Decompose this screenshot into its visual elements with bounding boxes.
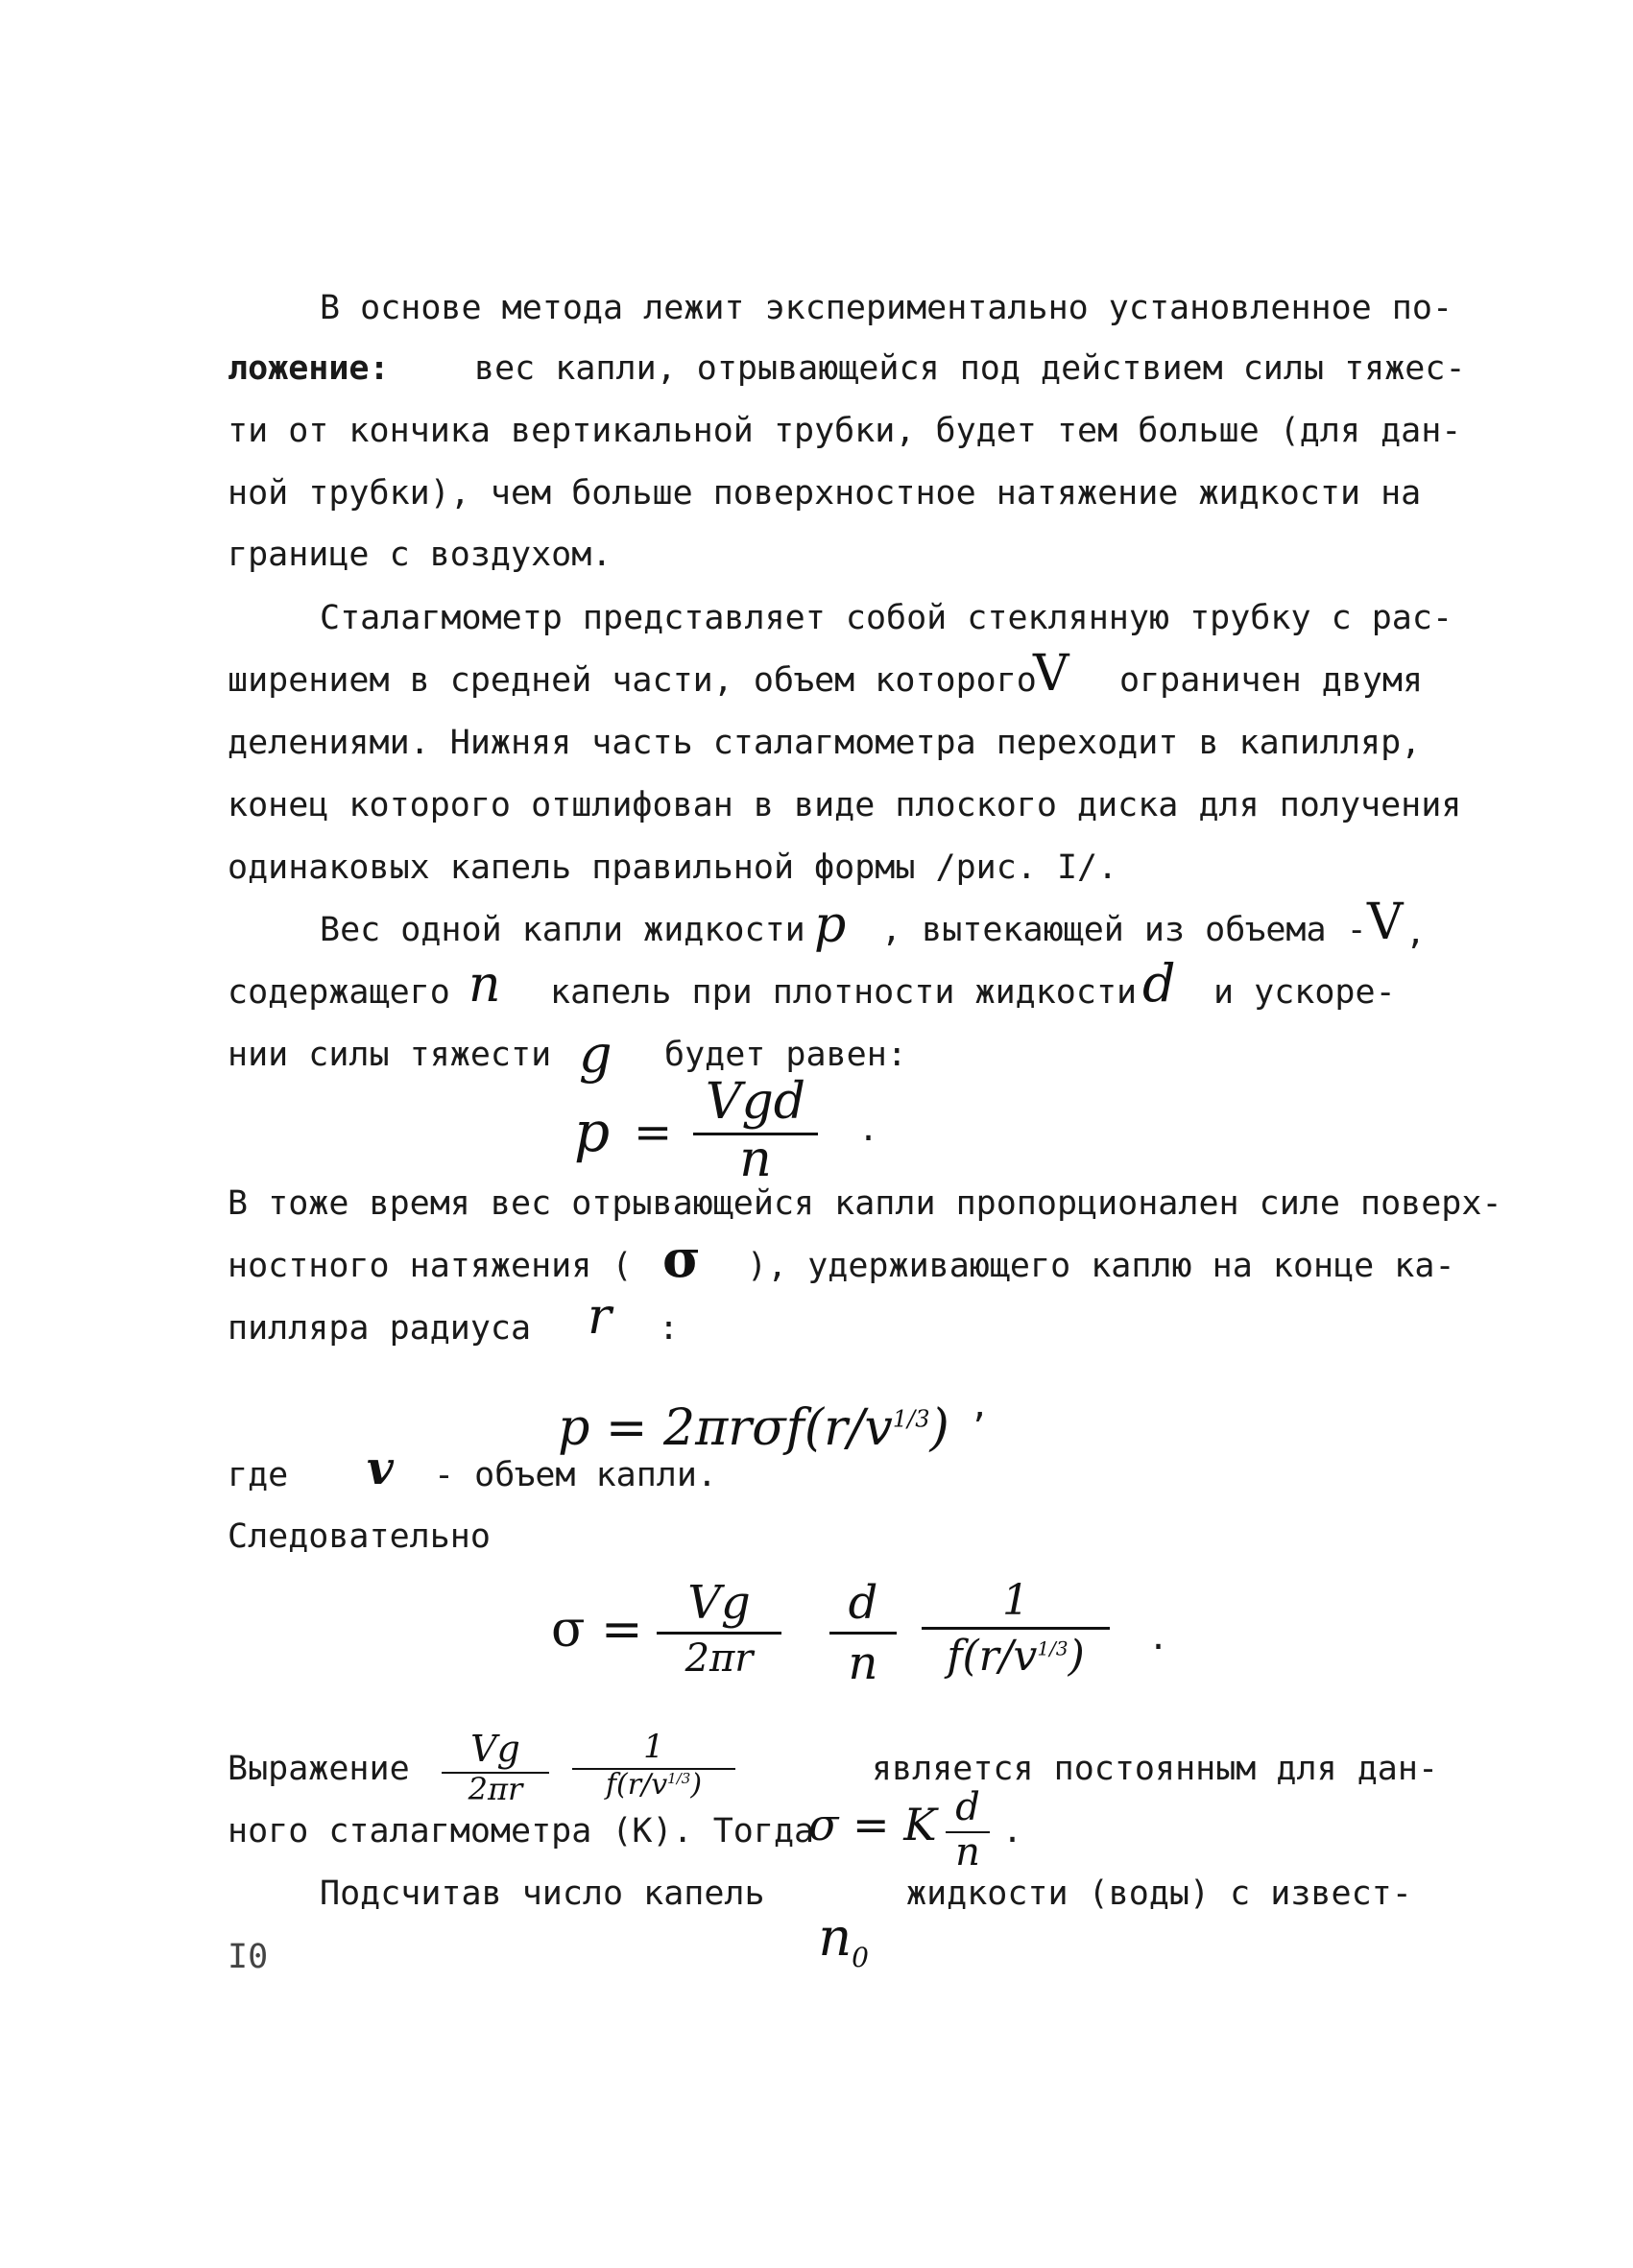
formula3-f2-denominator: n <box>848 1636 878 1690</box>
formula3-f3-den-body: f(r/v <box>947 1632 1038 1681</box>
p3-var-g: g <box>579 1024 612 1085</box>
p4-line3-end: : <box>659 1309 680 1348</box>
p4-var-sigma: σ <box>662 1228 701 1289</box>
last-var-n-letter: n <box>818 1907 853 1968</box>
last-start: Подсчитав число капель <box>320 1874 765 1913</box>
p2-line2-end: ограничен двумя <box>1119 661 1424 700</box>
formula3-f1-denominator: 2πr <box>684 1636 754 1681</box>
formula3-f3-den-close: ) <box>1068 1632 1085 1681</box>
p3-line2-start: содержащего <box>228 973 450 1012</box>
formula3-f1-bar <box>657 1632 781 1635</box>
expr-f2-den-body: f(r/v <box>605 1768 668 1802</box>
expr-f2-numerator: 1 <box>643 1728 664 1766</box>
const-frac-numerator: d <box>955 1785 980 1829</box>
p1-line3: ти от кончика вертикальной трубки, будет тем больше (для дан- <box>228 412 1462 450</box>
formula3-f3-bar <box>922 1627 1110 1630</box>
formula2-comma: , <box>970 1387 991 1425</box>
const-dot: . <box>1002 1812 1023 1850</box>
where-var-v: v <box>367 1442 394 1495</box>
p2-line3: делениями. Нижняя часть сталагмометра переходит в капилляр, <box>228 724 1422 762</box>
p1-line2-end: вес капли, отрывающейся под действием силы тяжес- <box>474 349 1466 388</box>
p4-line3-start: пилляра радиуса <box>228 1309 532 1348</box>
p3-line2-end: и ускоре- <box>1213 973 1396 1012</box>
p3-line1-mid: , вытекающей из объема - <box>881 911 1367 949</box>
last-var-n <box>785 1860 869 1971</box>
expr-f2-exponent: 1/3 <box>667 1770 691 1787</box>
expr-f2-den-close: ) <box>690 1768 703 1802</box>
formula1-dot: . <box>858 1110 879 1149</box>
formula3-fraction-2 <box>829 1576 897 1690</box>
formula3-f3-denominator <box>922 1632 1110 1681</box>
p1-line4: ной трубки), чем больше поверхностное натяжение жидкости на <box>228 474 1422 513</box>
p3-line1-end: , <box>1405 914 1427 952</box>
const-start: ного сталагмометра (К). Тогда <box>228 1812 815 1850</box>
p1-line2-start: ложение: <box>228 349 390 388</box>
formula3-f3-exponent: 1/3 <box>1037 1636 1069 1660</box>
const-fraction <box>946 1785 990 1874</box>
const-frac-denominator: n <box>955 1830 980 1874</box>
p3-var-V: V <box>1367 894 1404 951</box>
p1-line5: границе с воздухом. <box>228 536 612 574</box>
expr-start: Выражение <box>228 1750 410 1788</box>
expr-fraction-2 <box>572 1728 735 1802</box>
p2-line2-start: ширением в средней части, объем которого <box>228 661 1037 700</box>
formula1-denominator: n <box>739 1131 772 1188</box>
formula2-close: ) <box>929 1399 949 1457</box>
p4-var-r: r <box>588 1288 612 1346</box>
formula1-eq: = <box>634 1106 673 1159</box>
formula3-f2-bar <box>829 1632 897 1635</box>
expr-f1-denominator: 2πr <box>468 1771 523 1807</box>
last-end: жидкости (воды) с извест- <box>906 1874 1412 1913</box>
formula3-fraction-1 <box>657 1576 781 1681</box>
formula2-exponent: 1/3 <box>892 1405 930 1433</box>
formula2-main <box>526 1353 949 1457</box>
p3-var-d: d <box>1142 953 1176 1014</box>
therefore-line: Следовательно <box>228 1517 491 1556</box>
where-end: - объем капли. <box>434 1456 718 1494</box>
p3-var-p: p <box>814 896 847 954</box>
formula1-lhs: p <box>574 1099 611 1164</box>
p3-line2-mid: капель при плотности жидкости <box>550 973 1138 1012</box>
last-var-n-subscript: 0 <box>852 1941 869 1973</box>
formula3-fraction-3 <box>922 1576 1110 1681</box>
expr-f1-numerator: Vg <box>470 1728 520 1770</box>
formula3-f1-numerator: Vg <box>687 1576 751 1630</box>
p3-line1-start: Вес одной капли жидкости <box>320 911 805 949</box>
p3-var-n: n <box>468 956 501 1014</box>
formula3-lhs: σ = <box>551 1601 643 1659</box>
expr-f2-denominator <box>572 1768 735 1802</box>
p2-line4: конец которого отшлифован в виде плоского диска для получения <box>228 786 1462 824</box>
const-formula: σ = K <box>808 1799 937 1850</box>
formula1-numerator: Vgd <box>705 1073 806 1131</box>
formula3-f2-numerator: d <box>848 1576 878 1630</box>
page-number: I0 <box>228 1938 269 1976</box>
p2-var-V: V <box>1033 645 1069 703</box>
p3-line3-end: будет равен: <box>664 1036 907 1074</box>
formula3-dot: . <box>1148 1619 1169 1658</box>
formula2-body: p = 2πrσf(r/v <box>558 1399 893 1457</box>
p4-line2-start: ностного натяжения ( <box>228 1247 633 1285</box>
p3-line3-start: нии силы тяжести <box>228 1036 552 1074</box>
formula1-fraction <box>693 1073 818 1188</box>
p4-line1: В тоже время вес отрывающейся капли пропорционален силе поверх- <box>228 1184 1502 1223</box>
p4-line2-end: ), удерживающего каплю на конце ка- <box>747 1247 1455 1285</box>
p2-line5: одинаковых капель правильной формы /рис. I/. <box>228 848 1118 887</box>
p2-line1: Сталагмометр представляет собой стеклянную трубку с рас- <box>320 599 1453 637</box>
where-start: где <box>228 1456 289 1494</box>
formula3-f3-numerator: 1 <box>1002 1576 1029 1625</box>
expr-fraction-1 <box>442 1728 549 1807</box>
p1-line1: В основе метода лежит экспериментально установленное по- <box>320 289 1453 327</box>
expr-end: является постоянным для дан- <box>872 1750 1439 1788</box>
